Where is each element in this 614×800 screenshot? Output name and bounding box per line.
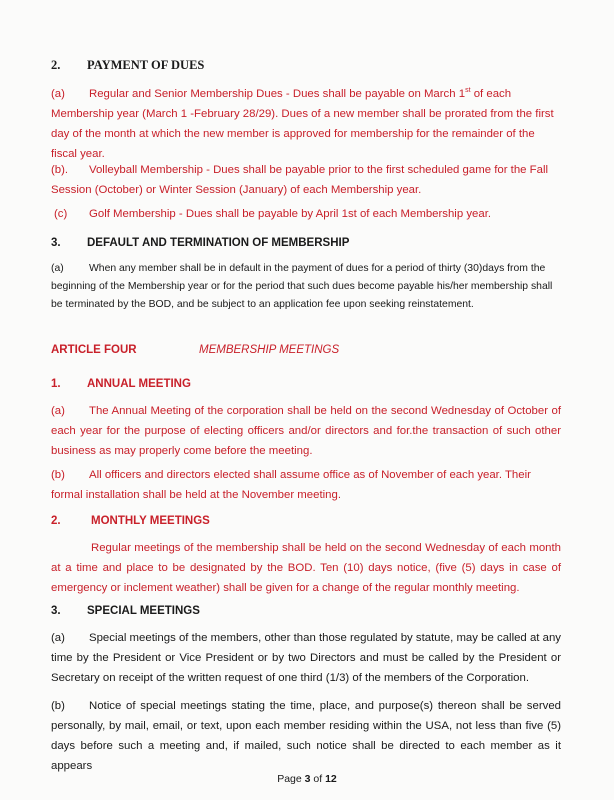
meeting-3-heading [51, 601, 561, 621]
section-title: ANNUAL MEETING [87, 378, 191, 390]
clause-text: All officers and directors elected shall assume office as of November of each year. Their formal installation shall be held at the November meeting. [51, 469, 531, 501]
section-3-heading [51, 233, 561, 253]
clause-text: Volleyball Membership - Dues shall be payable prior to the first scheduled game for the Fall Session (October) or Winter Session (January) of each Membership year. [51, 164, 549, 196]
section-number: 3. [51, 237, 61, 249]
clause-label: (a) [51, 87, 65, 100]
clause-text: When any member shall be in default in the payment of dues for a period of thirty (30)days from the beginning of the Membership year or for the period that such dues become payable his/her membership shall be terminated by the BOD, and be subject to an application fee upon seeking reinstatement. [51, 263, 553, 310]
meeting-1-heading [51, 374, 561, 394]
clause-label: (b) [51, 469, 65, 481]
meeting-2-heading [51, 511, 561, 531]
paragraph-m3b [51, 696, 561, 776]
clause-label: (a) [51, 405, 65, 417]
clause-label: (a) [51, 263, 64, 274]
article-heading [51, 344, 561, 356]
clause-text-cont: of each Membership year (March 1 -February 28/29). Dues of a new member shall be prorated from the first day of the month at which the new member is approved for membership for the remainder of the fiscal year. [51, 87, 554, 160]
section-number: 2. [51, 515, 61, 527]
clause-text: Regular and Senior Membership Dues - Dues shall be payable on March 1 [89, 87, 466, 100]
section-number: 2. [51, 58, 61, 72]
article-title: MEMBERSHIP MEETINGS [199, 344, 340, 356]
section-2-heading [51, 55, 561, 75]
footer-of-label: of [310, 773, 326, 785]
footer-page-label: Page [277, 773, 305, 785]
paragraph-2a [51, 81, 561, 164]
section-title: DEFAULT AND TERMINATION OF MEMBERSHIP [87, 237, 350, 249]
clause-label: (b) [51, 700, 65, 712]
clause-text: Special meetings of the members, other than those regulated by statute, may be called at any time by the President or Vice President or by two Directors and must be called by the President or Secretary on receipt of the written request of one third (1/3) of the members of the Corporation. [51, 632, 561, 684]
section-title: SPECIAL MEETINGS [87, 605, 200, 617]
clause-text: The Annual Meeting of the corporation shall be held on the second Wednesday of October of each year for the purpose of electing officers and/or directors and for.the transaction of such other business as may properly come before the meeting. [51, 405, 561, 457]
paragraph-2b [51, 160, 561, 200]
clause-text: Regular meetings of the membership shall be held on the second Wednesday of each month at a time and place to be designated by the BOD. Ten (10) days notice, (five (5) days in case of emergency or inclement weather) shall be given for a change of the regular monthly meeting. [51, 542, 561, 594]
paragraph-m1b [51, 465, 561, 505]
clause-label: (c) [54, 208, 68, 220]
section-number: 1. [51, 378, 61, 390]
section-title: PAYMENT OF DUES [87, 58, 205, 72]
clause-label: (a) [51, 632, 65, 644]
paragraph-2c [51, 204, 561, 224]
section-number: 3. [51, 605, 61, 617]
current-page-number: 3 [304, 773, 311, 785]
section-title: MONTHLY MEETINGS [91, 515, 210, 527]
page-footer [0, 773, 614, 785]
clause-label: (b). [51, 164, 69, 176]
clause-text: Notice of special meetings stating the time, place, and purpose(s) thereon shall be served personally, by mail, email, or text, upon each member residing within the USA, not less than five (5) days before such a meeting and, if mailed, such notice shall be directed to each member as it appears [51, 700, 561, 772]
clause-text: Golf Membership - Dues shall be payable by April 1st of each Membership year. [89, 208, 492, 220]
paragraph-m2 [51, 538, 561, 598]
paragraph-m3a [51, 628, 561, 688]
paragraph-3a [51, 260, 561, 314]
article-label: ARTICLE FOUR [51, 344, 137, 356]
total-pages-number: 12 [325, 773, 337, 785]
superscript: st [465, 87, 471, 94]
paragraph-m1a [51, 401, 561, 461]
